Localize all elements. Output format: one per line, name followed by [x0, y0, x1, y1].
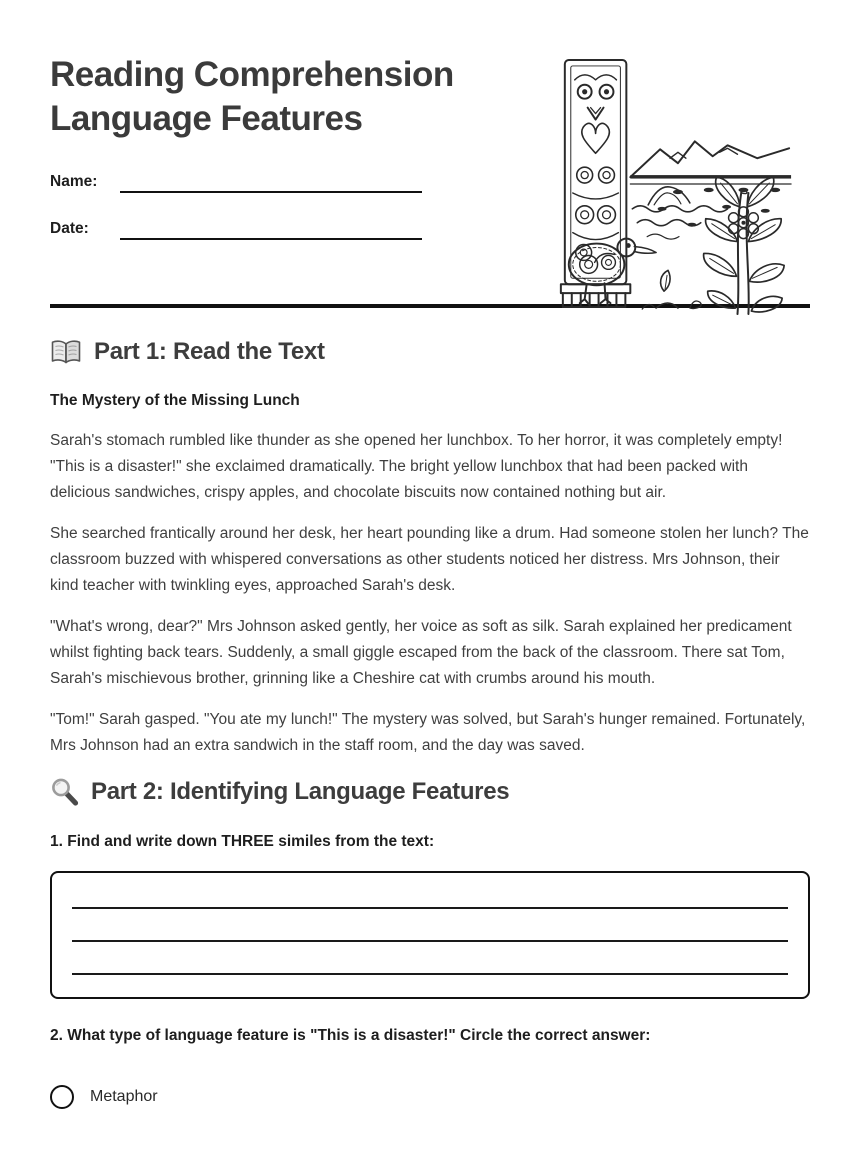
maori-scene-illustration [552, 58, 792, 316]
story-paragraph-2: She searched frantically around her desk, her heart pounding like a drum. Had someone stolen her lunch? The classroom buzzed with whispered conversations as other students noticed her distress. Mrs Johnson, their kind teacher with twinkling eyes, approached Sarah's desk. [50, 525, 809, 594]
option-label: Metaphor [90, 1088, 158, 1105]
page-title: Reading Comprehension Language Features [50, 55, 454, 138]
question2-option-metaphor[interactable] [50, 1085, 810, 1109]
open-book-icon [50, 339, 82, 366]
story-title: The Mystery of the Missing Lunch [50, 392, 300, 409]
part1-heading [50, 338, 810, 366]
part1-heading-label: Part 1: Read the Text [94, 338, 325, 365]
question1-label: 1. Find and write down THREE similes from the text: [50, 833, 435, 850]
story-paragraph-4: "Tom!" Sarah gasped. "You ate my lunch!" The mystery was solved, but Sarah's hunger remained. Fortunately, Mrs Johnson had an extra sandwich in the staff room, and the day was saved. [50, 711, 806, 754]
kiwi-bird-drawing [569, 239, 656, 304]
question2-label: 2. What type of language feature is "This is a disaster!" Circle the correct answer: [50, 1027, 651, 1044]
name-label: Name: [50, 173, 98, 190]
question1-answer-box[interactable] [50, 871, 810, 999]
magnifying-glass-icon [50, 777, 79, 807]
ground-foliage-drawing [642, 270, 701, 309]
option-circle-icon[interactable] [50, 1085, 74, 1109]
name-input-line[interactable] [120, 171, 422, 193]
date-field-row [50, 216, 422, 240]
story-paragraph-3: "What's wrong, dear?" Mrs Johnson asked gently, her voice as soft as silk. Sarah explained her predicament whilst fighting back tears. Suddenly, a small giggle escaped from the back of the classroom. There sat Tom, Sarah's mischievous brother, grinning like a Cheshire cat with crumbs around his mouth. [50, 618, 792, 687]
answer-write-line-3[interactable] [72, 973, 788, 975]
name-field-row [50, 169, 422, 193]
part2-heading [50, 777, 810, 807]
part2-heading-label: Part 2: Identifying Language Features [91, 778, 510, 805]
answer-write-line-1[interactable] [72, 907, 788, 909]
answer-write-line-2[interactable] [72, 940, 788, 942]
date-input-line[interactable] [120, 218, 422, 240]
date-label: Date: [50, 220, 89, 237]
mountains-drawing [630, 141, 789, 177]
story-paragraph-1: Sarah's stomach rumbled like thunder as she opened her lunchbox. To her horror, it was completely empty! "This is a disaster!" she exclaimed dramatically. The bright yellow lunchbox that had been packed with delicious sandwiches, crispy apples, and chocolate biscuits now contained nothing but air. [50, 432, 783, 501]
plant-drawing [704, 177, 785, 314]
